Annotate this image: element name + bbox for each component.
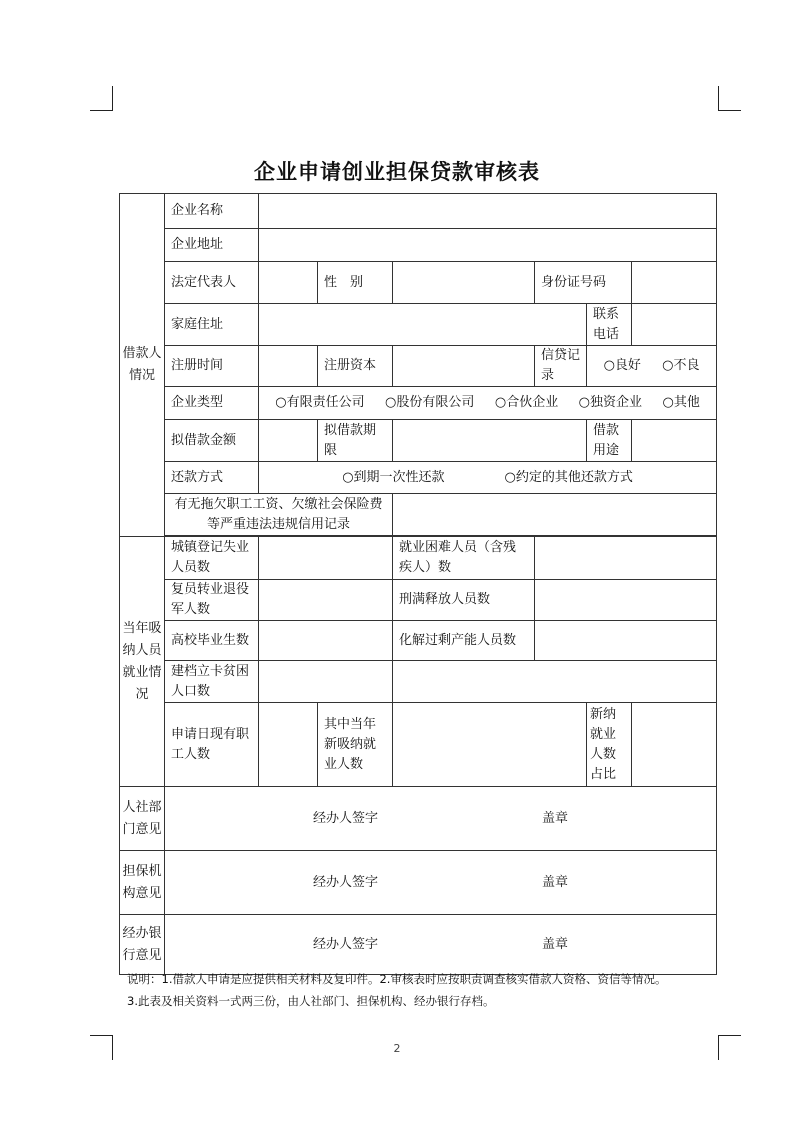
guarantor-opinion-box[interactable] [165,851,717,915]
label-new-hires: 其中当年新吸纳就业人数 [318,703,393,787]
label-legal-rep: 法定代表人 [165,262,259,304]
bank-handler-signature: 经办人签字 [313,936,379,952]
label-new-ratio: 新纳就业人数占比 [587,703,632,787]
label-credit-record: 信贷记录 [535,346,587,387]
crop-mark-top-left [90,86,113,111]
guarantor-seal: 盖章 [542,874,569,890]
label-company-type: 企业类型 [165,387,259,420]
input-poor-population-extra[interactable] [393,661,717,703]
option-joint-stock[interactable]: ○股份有限公司 [385,395,475,410]
option-repay-lump-sum[interactable]: ○到期一次性还款 [342,469,445,485]
input-poor-population[interactable] [259,661,393,703]
repay-options [259,462,717,494]
label-released: 刑满释放人员数 [393,580,535,621]
credit-options [587,346,717,387]
label-overcapacity: 化解过剩产能人员数 [393,621,535,661]
hr-opinion-box[interactable] [165,787,717,851]
input-phone[interactable] [632,304,717,346]
guarantor-handler-signature: 经办人签字 [313,874,379,890]
label-gender: 性 别 [318,262,393,304]
section-bank-opinion: 经办银行意见 [120,915,165,975]
label-current-staff: 申请日现有职工人数 [165,703,259,787]
hr-seal: 盖章 [542,810,569,826]
section-borrower: 借款人情况 [120,194,165,537]
label-graduates: 高校毕业生数 [165,621,259,661]
label-veterans: 复员转业退役军人数 [165,580,259,621]
option-llc[interactable]: ○有限责任公司 [275,395,365,410]
note-line-2: 3.此表及相关资料一式两三份，由人社部门、担保机构、经办银行存档。 [127,994,495,1008]
section-employment: 当年吸纳人员就业情况 [120,537,165,787]
section-guarantor-opinion: 担保机构意见 [120,851,165,915]
input-urban-unemployed[interactable] [259,537,393,580]
input-home-address[interactable] [259,304,587,346]
bank-opinion-box[interactable] [165,915,717,975]
option-partnership[interactable]: ○合伙企业 [494,395,559,410]
input-hard-employ[interactable] [535,537,717,580]
input-loan-term[interactable] [393,420,587,462]
loan-review-table [119,193,717,975]
input-current-staff[interactable] [259,703,318,787]
page-number: 2 [393,1042,401,1055]
input-legal-rep[interactable] [259,262,318,304]
label-poor-population: 建档立卡贫困人口数 [165,661,259,703]
option-other[interactable]: ○其他 [662,395,700,410]
label-company-name: 企业名称 [165,194,259,229]
option-credit-bad[interactable]: ○不良 [662,358,700,373]
label-violation-record: 有无拖欠职工工资、欠缴社会保险费等严重违法违规信用记录 [165,494,393,536]
form-title: 企业申请创业担保贷款审核表 [254,160,540,184]
input-new-hires[interactable] [393,703,587,787]
bank-seal: 盖章 [542,936,569,952]
label-loan-term: 拟借款期限 [318,420,393,462]
input-reg-time[interactable] [259,346,318,387]
input-loan-use[interactable] [632,420,717,462]
input-overcapacity[interactable] [535,621,717,661]
input-company-name[interactable] [259,194,717,229]
note-line-1: 说明：1.借款人申请是应提供相关材料及复印件。2.审核表时应按职责调查核实借款人资格、资信等情况。 [127,972,667,986]
label-home-address: 家庭住址 [165,304,259,346]
label-id-number: 身份证号码 [535,262,632,304]
section-hr-opinion: 人社部门意见 [120,787,165,851]
input-graduates[interactable] [259,621,393,661]
crop-mark-top-right [718,86,741,111]
hr-handler-signature: 经办人签字 [313,810,379,826]
option-credit-good[interactable]: ○良好 [603,358,641,373]
input-loan-amount[interactable] [259,420,318,462]
label-repay-method: 还款方式 [165,462,259,494]
input-violation-record[interactable] [393,494,717,536]
label-hard-employ: 就业困难人员（含残疾人）数 [393,537,535,580]
input-reg-capital[interactable] [393,346,535,387]
label-loan-amount: 拟借款金额 [165,420,259,462]
option-repay-other[interactable]: ○约定的其他还款方式 [504,469,633,485]
input-veterans[interactable] [259,580,393,621]
input-id-number[interactable] [632,262,717,304]
label-reg-time: 注册时间 [165,346,259,387]
input-released[interactable] [535,580,717,621]
label-loan-use: 借款用途 [587,420,632,462]
company-type-options [259,387,717,420]
label-urban-unemployed: 城镇登记失业人员数 [165,537,259,580]
input-gender[interactable] [393,262,535,304]
option-sole-proprietorship[interactable]: ○独资企业 [578,395,643,410]
form-notes [127,968,727,1012]
label-reg-capital: 注册资本 [318,346,393,387]
input-new-ratio[interactable] [632,703,717,787]
label-company-address: 企业地址 [165,229,259,262]
label-phone: 联系电话 [587,304,632,346]
input-company-address[interactable] [259,229,717,262]
